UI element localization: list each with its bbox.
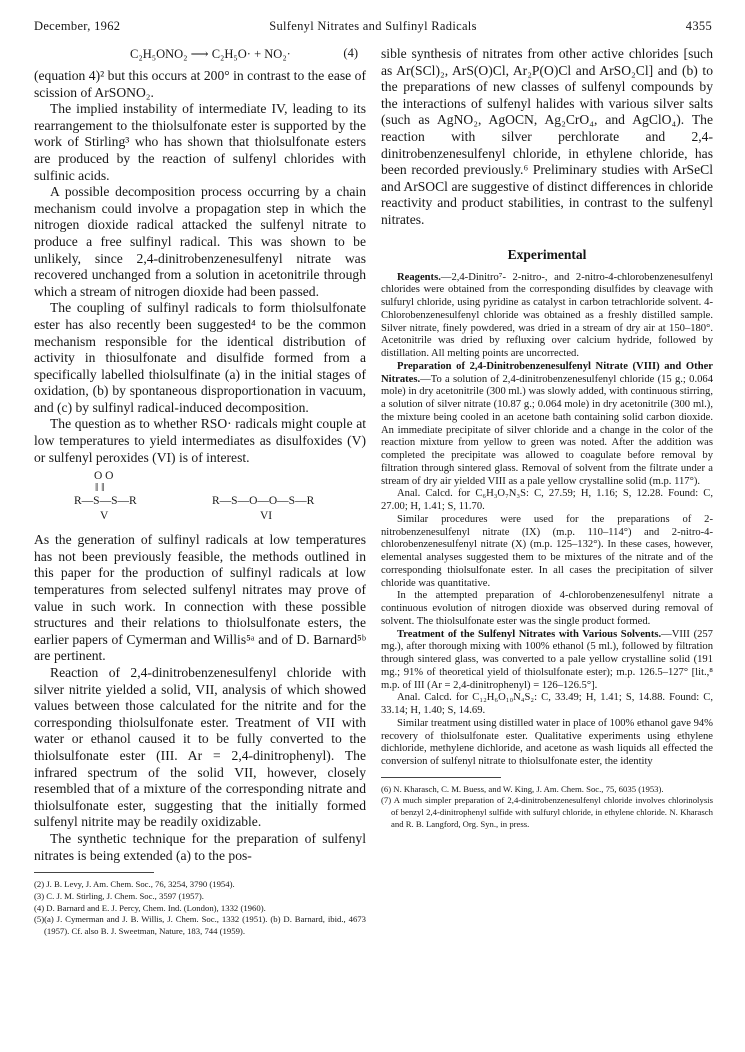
footnote: (7) A much simpler preparation of 2,4-dinitrobenzenesulfenyl chloride involves chlorinolysis of benzyl 2,4-dinitrophenyl sulfide with sulfuryl chloride, in ethylene chloride. N. Kharasch and R. B. Langford, Org. Syn., in press. xyxy=(381,795,713,829)
structure-v-double-bonds: ‖ ‖ xyxy=(95,482,105,495)
paragraph: Similar procedures were used for the preparations of 2-nitrobenzenesulfenyl nitrate (IX) (m.p. 110–114°) and 2-nitro-4-chlorobenzenesulfenyl nitrate (X) (m.p. 125–132°). In these cases, however, elemental analyses suggested them to be mixtures of the nitrate and of the corresponding thiolsulfonate ester. In all cases the precipitation of silver chloride was quantitative. xyxy=(381,513,713,589)
structure-v-oxygens: O O xyxy=(94,470,114,483)
preparation-title: Preparation of 2,4-Dinitrobenzenesulfenyl Nitrate (VIII) and Other Nitrates. xyxy=(381,360,713,385)
paragraph: A possible decomposition process occurring by a chain mechanism could involve a propagation step in which the nitrogen dioxide radical attacked the sulfenyl nitrate to produce a free sulfinyl radical. This was shown to be unlikely, since 2,4-dinitrobenzenesulfenyl nitrate was recovered unchanged from a solution in acetonitrile through which a stream of nitrogen dioxide had been passed. xyxy=(34,184,366,299)
paragraph: The question as to whether RSO· radicals might couple at low temperatures to yield intermediates as disulfoxides (V) or sulfenyl peroxides (VI) is of interest. xyxy=(34,416,366,465)
header-date: December, 1962 xyxy=(34,19,121,33)
paragraph: (equation 4)² but this occurs at 200° in contrast to the ease of scission of ArSONO₂. xyxy=(34,68,366,100)
footnote: (4) D. Barnard and E. J. Percy, Chem. Ind. (London), 1332 (1960). xyxy=(34,902,266,913)
treatment-paragraph xyxy=(381,629,713,693)
paragraph: The coupling of sulfinyl radicals to form thiolsulfonate ester has also recently been suggested⁴ to be the common mechanism responsible for the identical distribution of activity in thiosulfonate and disulfide formed from a specifically labelled thiolsulfinate (a) in the initial stages of oxidation, (b) by spontaneous disproportionation in vacuum, and (c) by sulfinyl radical-induced decomposition. xyxy=(34,300,366,415)
footnotes-right xyxy=(381,784,713,831)
structure-v-label: V xyxy=(100,510,109,523)
page-number: 4355 xyxy=(685,19,712,33)
reagents-text: —2,4-Dinitro⁷- 2-nitro-, and 2-nitro-4-chlorobenzenesulfenyl chlorides were obtained from the corresponding disulfides by cleavage with sulfuryl chloride, using pyridine as catalyst in carbon tetrachloride solvent. 4-Chlorobenzenesulfenyl chloride was obtained as a freshly distilled sample. Silver nitrate, finely powdered, was dried in a stream of dry air at 150–180°. Acetonitrile was dried by refluxing over calcium hydride, followed by distillation. All melting points are uncorrected. xyxy=(381,271,713,360)
structures-v-vi xyxy=(34,468,366,528)
treatment-text: —VIII (257 mg.), after thorough mixing with 100% ethanol (5 ml.), followed by filtration through sintered glass, was converted to a pale yellow crystalline solid (191 mg.; 91% of theoretical yield of thiolsulfonate ester); m.p. 126.5–127° [lit.,⁸ m.p. of III (Ar = 2,4-dinitrophenyl) = 126–126.5°]. xyxy=(381,628,713,691)
paragraph: In the attempted preparation of 4-chlorobenzenesulfenyl nitrate a continuous evolution of nitrogen dioxide was observed during removal of solvent. The thiolsulfonate ester was the single product formed. xyxy=(381,590,713,627)
footnote-divider xyxy=(381,777,501,778)
section-heading-experimental: Experimental xyxy=(507,246,587,262)
paragraph: As the generation of sulfinyl radicals at low temperatures has not been previously feasible, the methods outlined in this paper for the production of sulfinyl radicals at low temperatures from selected sulfenyl nitrates may prove of value in such work. In connection with these possible structures and their relations to thiolsulfonate esters, the earlier papers of Cymerman and Willis⁵ᵃ and of D. Barnard⁵ᵇ are pertinent. xyxy=(34,532,366,664)
reagents-title: Reagents. xyxy=(397,271,441,283)
footnotes-left xyxy=(34,879,366,938)
analysis-paragraph: Anal. Calcd. for C₆H₃O₇N₃S: C, 27.59; H, 1.16; S, 12.28. Found: C, 27.00; H, 1.41; S, 11.70. xyxy=(381,488,713,513)
structure-vi-label: VI xyxy=(260,510,273,523)
preparation-paragraph xyxy=(381,361,713,489)
paragraph: Reaction of 2,4-dinitrobenzenesulfenyl chloride with silver nitrite yielded a solid, VII, analysis of which showed values between those calculated for the nitrite and for the corresponding thiolsulfonate ester. Treatment of VII with water or ethanol caused it to be fully converted to the thiolsulfonate ester (III. Ar = 2,4-dinitrophenyl). The infrared spectrum of the solid VII, however, closely resembled that of a mixture of the corresponding nitrate and thiolsulfonate ester, suggesting that the initially formed sulfenyl nitrite may be readily oxidizable. xyxy=(34,665,366,830)
left-column xyxy=(34,46,366,938)
equation-text: C₂H₅ONO₂ ⟶ C₂H₅O· + NO₂· xyxy=(130,47,291,61)
right-column xyxy=(381,46,713,831)
footnote: (6) N. Kharasch, C. M. Buess, and W. King, J. Am. Chem. Soc., 75, 6035 (1953). xyxy=(381,783,664,794)
paragraph: sible synthesis of nitrates from other active chlorides [such as Ar(SCl)₂, ArS(O)Cl, Ar₂P(O)Cl and ArSO₂Cl] and (b) to the preparations of new classes of sulfenyl compounds by the interactions of sulfenyl halides with various silver salts (such as AgNO₂, AgOCN, Ag₂CrO₄, and AgClO₄). The reaction with silver perchlorate and 2,4-dinitrobenzenesulfenyl chloride, in ethylene chloride, has been recorded previously.⁶ Preliminary studies with ArSeCl and ArSOCl are suggestive of distinct differences in chloride reactivity and product stabilities, in contrast to the sulfenyl nitrates. xyxy=(381,46,713,227)
footnote: (2) J. B. Levy, J. Am. Chem. Soc., 76, 3254, 3790 (1954). xyxy=(34,879,235,890)
footnote: (5)(a) J. Cymerman and J. B. Willis, J. Chem. Soc., 1332 (1951). (b) D. Barnard, ibid., 4673 (1957). Cf. also B. J. Sweetman, Nature, 183, 744 (1959). xyxy=(34,914,366,936)
footnote: (3) C. J. M. Stirling, J. Chem. Soc., 3597 (1957). xyxy=(34,890,204,901)
footnote-divider xyxy=(34,872,154,873)
treatment-title: Treatment of the Sulfenyl Nitrates with Various Solvents. xyxy=(397,628,662,640)
structure-vi-formula: R—S—O—O—S—R xyxy=(212,495,315,508)
preparation-text: —To a solution of 2,4-dinitrobenzenesulfenyl chloride (15 g.; 0.064 mole) in dry acetonitrile (300 ml.) was slowly added, with continuous stirring, a solution of silver nitrate (10.87 g.; 0.064 mole) in dry acetonitrile (300 ml.), the mixture being cooled in an acetone bath containing solid carbon dioxide. An immediate precipitate of silver chloride and a change in the color of the reaction mixture from yellow to green was noted. After the addition was completed the precipitate was allowed to coagulate before removal by filtration through sintered glass. Removal of solvent from the filtrate under a stream of dry air yielded VIII as a pale yellow crystalline solid (m.p. 117°). xyxy=(381,373,713,487)
paragraph: The synthetic technique for the preparation of sulfenyl nitrates is being extended (a) to the pos- xyxy=(34,830,366,863)
header-title: Sulfenyl Nitrates and Sulfinyl Radicals xyxy=(269,19,477,33)
equation-4 xyxy=(34,46,366,64)
reagents-paragraph xyxy=(381,272,713,361)
paragraph: The implied instability of intermediate IV, leading to its rearrangement to the thiolsulfonate ester is supported by the work of Stirling³ who has shown that thiolsulfonate esters are produced by the reaction of sulfenyl chlorides with sulfinic acids. xyxy=(34,101,366,183)
running-header xyxy=(34,19,712,35)
equation-number: (4) xyxy=(343,46,358,60)
paragraph: Similar treatment using distilled water in place of 100% ethanol gave 94% recovery of thiolsulfonate ester. Qualitative experiments using ethylene dichloride, methylene dichloride, and acetone as wash liquids all effected the conversion of sulfenyl nitrate to thiolsulfonate ester, the identity xyxy=(381,717,713,768)
analysis-paragraph: Anal. Calcd. for C₁₂H₆O₁₀N₄S₂: C, 33.49; H, 1.41; S, 14.88. Found: C, 33.14; H, 1.40; S, 14.69. xyxy=(381,692,713,717)
structure-v-formula: R—S—S—R xyxy=(74,495,137,508)
